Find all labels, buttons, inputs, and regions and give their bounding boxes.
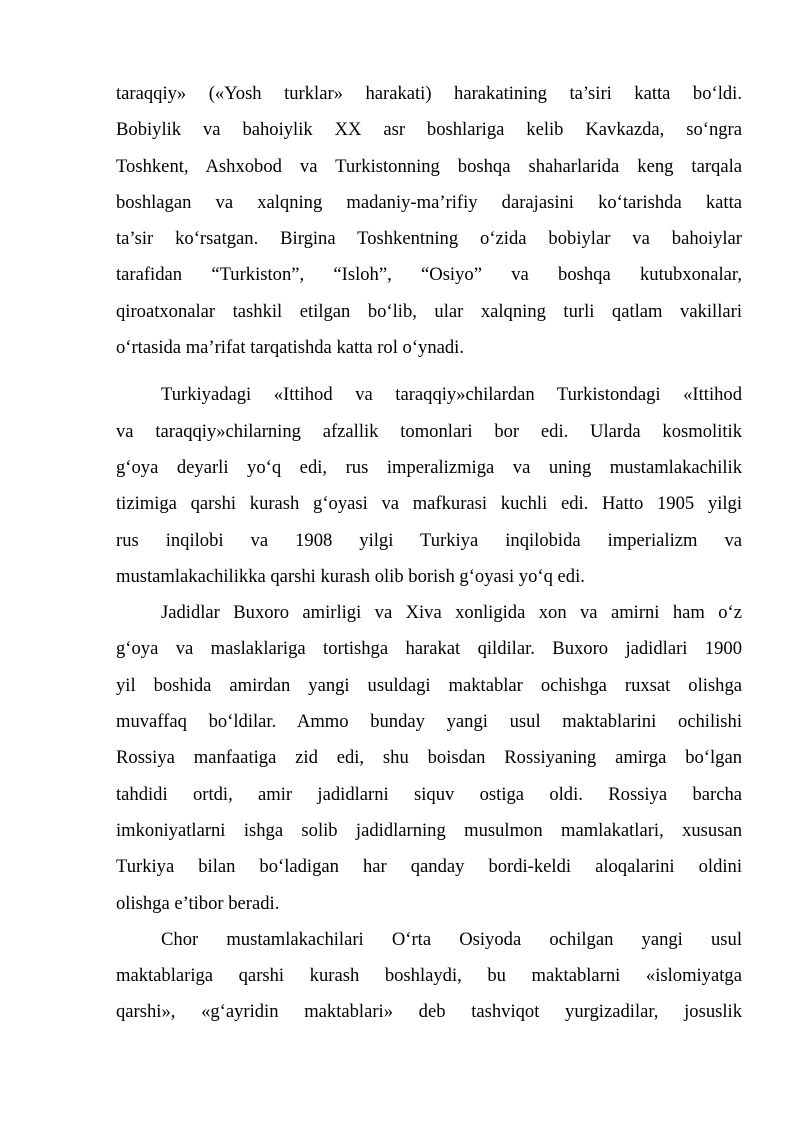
text-line: g‘oya va maslaklariga tortishga harakat qildilar. Buxoro jadidlari 1900: [116, 638, 742, 660]
text-line: Jadidlar Buxoro amirligi va Xiva xonligida xon va amirni ham o‘z: [161, 602, 742, 624]
text-line: ta’sir ko‘rsatgan. Birgina Toshkentning o‘zida bobiylar va bahoiylar: [116, 228, 742, 250]
text-line: tarafidan “Turkiston”, “Isloh”, “Osiyo” va boshqa kutubxonalar,: [116, 264, 742, 286]
text-line: tahdidi ortdi, amir jadidlarni siquv ostiga oldi. Rossiya barcha: [116, 783, 742, 805]
text-line: maktablariga qarshi kurash boshlaydi, bu maktablarni «islomiyatga: [116, 965, 742, 987]
text-line: olishga e’tibor beradi.: [116, 892, 280, 914]
paragraph-3: [116, 595, 742, 922]
text-line: o‘rtasida ma’rifat tarqatishda katta rol o‘ynadi.: [116, 337, 464, 359]
text-line: g‘oya deyarli yo‘q edi, rus imperalizmiga va uning mustamlakachilik: [116, 456, 742, 478]
document-page: [116, 76, 742, 1031]
text-line: rus inqilobi va 1908 yilgi Turkiya inqilobida imperializm va: [116, 529, 742, 551]
text-line: muvaffaq bo‘ldilar. Ammo bunday yangi usul maktablarini ochilishi: [116, 711, 742, 733]
text-line: imkoniyatlarni ishga solib jadidlarning musulmon mamlakatlari, xususan: [116, 819, 742, 841]
text-line: va taraqqiy»chilarning afzallik tomonlari bor edi. Ularda kosmolitik: [116, 420, 742, 442]
text-line: Chor mustamlakachilari O‘rta Osiyoda ochilgan yangi usul: [161, 928, 742, 950]
text-line: Turkiyadagi «Ittihod va taraqqiy»chilardan Turkistondagi «Ittihod: [161, 384, 742, 406]
paragraph-1: [116, 76, 742, 366]
text-line: qarshi», «g‘ayridin maktablari» deb tashviqot yurgizadilar, josuslik: [116, 1001, 742, 1023]
text-line: Bobiylik va bahoiylik XX asr boshlariga kelib Kavkazda, so‘ngra: [116, 119, 742, 141]
text-line: Rossiya manfaatiga zid edi, shu boisdan Rossiyaning amirga bo‘lgan: [116, 747, 742, 769]
paragraph-4: [116, 922, 742, 1031]
text-line: qiroatxonalar tashkil etilgan bo‘lib, ular xalqning turli qatlam vakillari: [116, 300, 742, 322]
text-line: tizimiga qarshi kurash g‘oyasi va mafkurasi kuchli edi. Hatto 1905 yilgi: [116, 493, 742, 515]
text-line: Toshkent, Ashxobod va Turkistonning boshqa shaharlarida keng tarqala: [116, 155, 742, 177]
text-line: boshlagan va xalqning madaniy-ma’rifiy darajasini ko‘tarishda katta: [116, 191, 742, 213]
text-line: Turkiya bilan bo‘ladigan har qanday bordi-keldi aloqalarini oldini: [116, 856, 742, 878]
text-line: mustamlakachilikka qarshi kurash olib borish g‘oyasi yo‘q edi.: [116, 565, 585, 587]
paragraph-2: [116, 377, 742, 595]
text-line: yil boshida amirdan yangi usuldagi maktablar ochishga ruxsat olishga: [116, 674, 742, 696]
text-line: taraqqiy» («Yosh turklar» harakati) harakatining ta’siri katta bo‘ldi.: [116, 83, 742, 104]
